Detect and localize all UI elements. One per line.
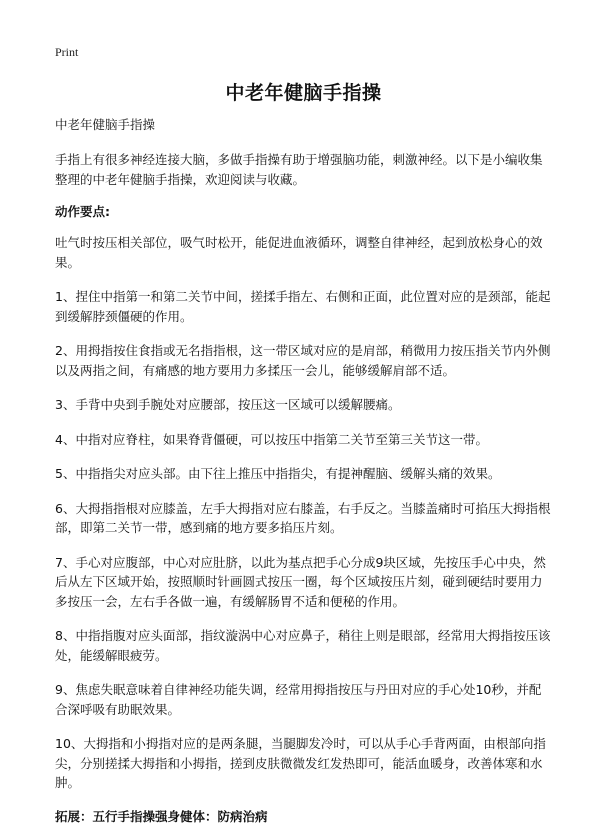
- intro-paragraph: 手指上有很多神经连接大脑，多做手指操有助于增强脑功能，刺激神经。以下是小编收集整理的中老年健脑手指操，欢迎阅读与收藏。: [55, 152, 543, 187]
- print-link[interactable]: Print: [55, 45, 79, 59]
- paragraph-10: 10、大拇指和小拇指对应的是两条腿，当腿脚发冷时，可以从手心手背两面，由根部向指尖，分别搓揉大拇指和小拇指，搓到皮肤微微发红发热即可，能活血暖身，改善体寒和水肿。: [55, 736, 546, 790]
- paragraph-6: 6、大拇指指根对应膝盖，左手大拇指对应右膝盖，右手反之。当膝盖痛时可掐压大拇指根部，即第二关节一带，感到痛的地方要多掐压片刻。: [55, 500, 551, 535]
- paragraph-8: 8、中指指腹对应头面部，指纹漩涡中心对应鼻子，稍往上则是眼部，经常用大拇指按压该处，能缓解眼疲劳。: [55, 628, 551, 663]
- paragraph-5: 5、中指指尖对应头部。由下往上推压中指指尖，有提神醒脑、缓解头痛的效果。: [55, 466, 501, 481]
- section-heading: 动作要点:: [55, 204, 110, 219]
- extension-heading: 拓展：五行手指操强身健体：防病治病: [55, 808, 268, 824]
- points-list: [55, 233, 552, 793]
- paragraph-breathing: 吐气时按压相关部位，吸气时松开，能促进血液循环，调整自律神经，起到放松身心的效果。: [55, 235, 543, 270]
- paragraph-7: 7、手心对应腹部，中心对应肚脐，以此为基点把手心分成9块区域，先按压手心中央，然后从左下区域开始，按照顺时针画圆式按压一圈，每个区域按压片刻，碰到硬结时要用力多按压一会，左右手各做一遍，有缓解肠胃不适和便秘的作用。: [55, 554, 546, 609]
- article-subtitle: 中老年健脑手指操: [55, 117, 156, 132]
- paragraph-3: 3、手背中央到手腕处对应腰部，按压这一区域可以缓解腰痛。: [55, 397, 401, 412]
- page-title: 中老年健脑手指操: [225, 82, 382, 104]
- paragraph-9: 9、焦虑失眠意味着自律神经功能失调，经常用拇指按压与丹田对应的手心处10秒，并配合深呼吸有助眠效果。: [55, 682, 542, 717]
- paragraph-2: 2、用拇指按住食指或无名指指根，这一带区域对应的是肩部，稍微用力按压指关节内外侧以及两指之间，有痛感的地方要用力多揉压一会儿，能够缓解肩部不适。: [55, 343, 551, 378]
- paragraph-1: 1、捏住中指第一和第二关节中间，搓揉手指左、右侧和正面，此位置对应的是颈部，能起到缓解脖颈僵硬的作用。: [55, 289, 551, 324]
- paragraph-4: 4、中指对应脊柱，如果脊背僵硬，可以按压中指第二关节至第三关节这一带。: [55, 431, 488, 447]
